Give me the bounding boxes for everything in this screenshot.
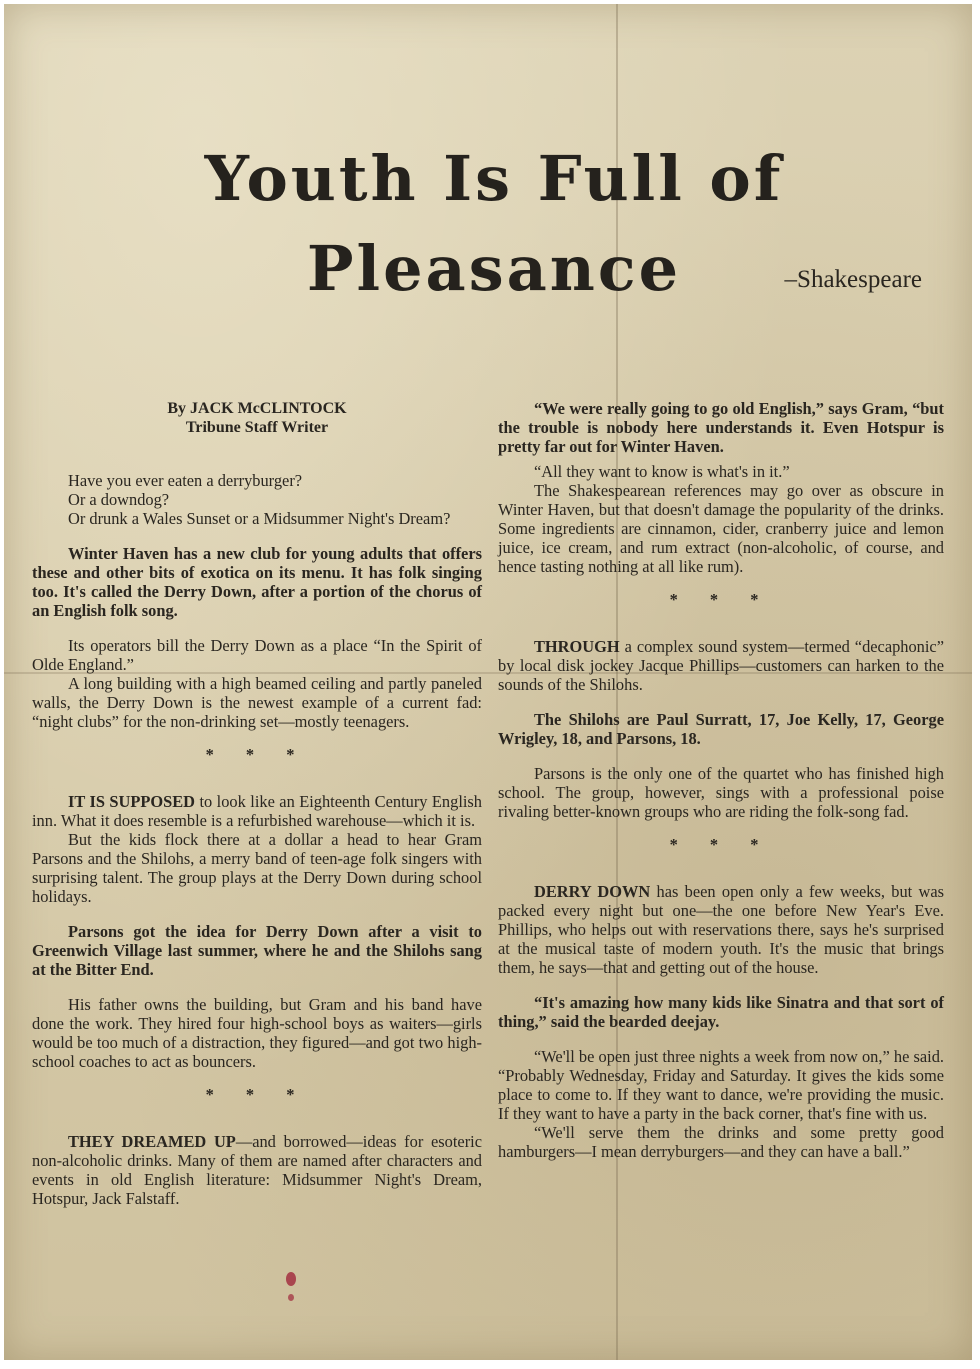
right-column xyxy=(498,399,944,1161)
paragraph: Its operators bill the Derry Down as a place “In the Spirit of Olde England.” xyxy=(32,636,482,674)
byline-author: By JACK McCLINTOCK xyxy=(167,400,347,417)
paragraph-text: a complex sound system—termed “decaphonic” by local disk jockey Jacque Phillips—customers can harken to the sounds of the Shilohs. xyxy=(498,637,944,694)
paragraph: Or a downdog? xyxy=(68,490,170,509)
paragraph: “All they want to know is what's in it.” xyxy=(534,462,790,481)
paragraph xyxy=(32,792,482,830)
paragraph: “We'll serve them the drinks and some pretty good hamburgers—I mean derryburgers—and they can have a ball.” xyxy=(498,1123,944,1161)
attribution: –Shakespeare xyxy=(784,266,922,293)
paragraph-lead: THEY DREAMED UP xyxy=(68,1132,236,1151)
paragraph: His father owns the building, but Gram and his band have done the work. They hired four high-school boys as waiters—girls would be too much of a distraction, they figured—and got two high-school coaches to act as bouncers. xyxy=(32,995,482,1071)
byline-role: Tribune Staff Writer xyxy=(185,419,329,436)
paragraph-lead: IT IS SUPPOSED xyxy=(68,792,196,811)
paragraph xyxy=(498,637,944,694)
paragraph: Winter Haven has a new club for young adults that offers these and other bits of exotica on its menu. It has folk singing too. It's called the Derry Down, after a portion of the chorus of an English folk song. xyxy=(32,544,482,620)
paragraph: The Shakespearean references may go over as obscure in Winter Haven, but that doesn't damage the popularity of the drinks. Some ingredients are cinnamon, cider, cranberry juice and lemon juice, ice cream, and rum extract (non-alcoholic, of course, and hence tasting nothing at all like rum). xyxy=(498,481,944,576)
left-column xyxy=(32,399,482,1208)
byline xyxy=(32,399,482,437)
paragraph: Parsons is the only one of the quartet who has finished high school. The group, however, sings with a professional poise rivaling better-known groups who are riding the folk-song fad. xyxy=(498,764,944,821)
paragraph: Or drunk a Wales Sunset or a Midsummer Night's Dream? xyxy=(68,509,451,528)
paragraph: The Shilohs are Paul Surratt, 17, Joe Kelly, 17, George Wrigley, 18, and Parsons, 18. xyxy=(498,710,944,748)
paragraph-text: to look like an Eighteenth Century English inn. What it does resemble is a refurbished warehouse—which it is. xyxy=(32,792,483,830)
section-divider: * * * xyxy=(205,745,309,764)
paragraph: “We were really going to go old English,” says Gram, “but the trouble is nobody here understands it. Even Hotspur is pretty far out for Winter Haven. xyxy=(498,399,944,456)
section-divider: * * * xyxy=(205,1085,309,1104)
section-divider: * * * xyxy=(669,590,773,609)
newspaper-clipping xyxy=(4,4,972,1360)
paragraph-text: —and borrowed—ideas for esoteric non-alcoholic drinks. Many of them are named after characters and events in old English literature: Midsummer Night's Dream, Hotspur, Jack Falstaff. xyxy=(32,1132,482,1208)
headline: Youth Is Full of Pleasance xyxy=(204,142,784,305)
paragraph: Have you ever eaten a derryburger? xyxy=(68,471,303,490)
section-divider: * * * xyxy=(669,835,773,854)
paragraph: But the kids flock there at a dollar a head to hear Gram Parsons and the Shilohs, a merry band of teen-age folk singers with surprising talent. The group plays at the Derry Down during school holidays. xyxy=(32,830,482,906)
paragraph xyxy=(32,1132,482,1208)
paragraph: “We'll be open just three nights a week from now on,” he said. “Probably Wednesday, Friday and Saturday. It gives the kids some place to come to. If they want to dance, we're providing the music. If they want to have a party in the back corner, that's fine with us. xyxy=(498,1047,944,1123)
paragraph: Parsons got the idea for Derry Down after a visit to Greenwich Village last summer, where he and the Shilohs sang at the Bitter End. xyxy=(32,922,482,979)
paragraph-lead: DERRY DOWN xyxy=(534,882,651,901)
paragraph-lead: THROUGH xyxy=(534,637,620,656)
paragraph-text: has been open only a few weeks, but was packed every night but one—the one before New Year's Eve. Phillips, who helps out with reservations there, says he's surprised at the musical taste of modern youth. It's the music that brings them, he says—that and getting out of the house. xyxy=(498,882,944,977)
paragraph: A long building with a high beamed ceiling and partly paneled walls, the Derry Down is the newest example of a current fad: “night clubs” for the non-drinking set—mostly teenagers. xyxy=(32,674,482,731)
ink-stain xyxy=(286,1272,296,1306)
paragraph: “It's amazing how many kids like Sinatra and that sort of thing,” said the bearded deejay. xyxy=(498,993,944,1031)
paragraph xyxy=(498,882,944,977)
